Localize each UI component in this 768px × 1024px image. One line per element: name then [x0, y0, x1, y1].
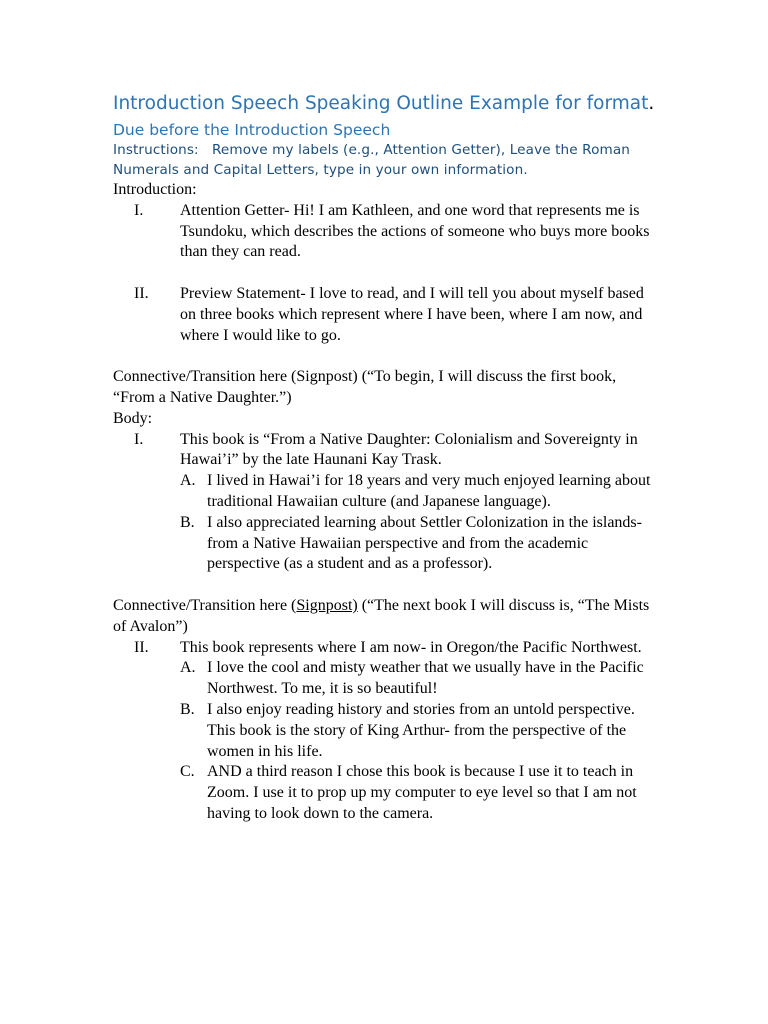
transition-2-post: (“The next book I will discuss is, “The Mists of Avalon”)	[113, 596, 650, 635]
intro-item	[113, 284, 658, 346]
blank-line	[113, 575, 658, 596]
roman-numeral: II.	[134, 638, 149, 656]
sub-point-letter: A.	[180, 659, 196, 677]
transition-2-pre: Connective/Transition here (	[113, 596, 297, 614]
body-point-1	[113, 430, 658, 472]
roman-numeral: I.	[134, 201, 144, 219]
sub-point-letter: B.	[180, 513, 195, 531]
transition-2-signpost: Signpost)	[296, 596, 358, 614]
blank-line	[113, 346, 658, 367]
sub-point-text: I also appreciated learning about Settler Colonization in the islands- from a Native Hawaiian perspective and from the academic perspective (as a student and as a professor).	[207, 513, 642, 573]
transition-2	[113, 596, 658, 638]
sub-point	[113, 471, 658, 513]
sub-point-letter: A.	[180, 472, 196, 490]
title-text: Introduction Speech Speaking Outline Example for format	[113, 93, 649, 114]
body-point-text: This book is “From a Native Daughter: Colonialism and Sovereignty in Hawai’i” by the late Haunani Kay Trask.	[180, 430, 638, 469]
sub-point-text: AND a third reason I chose this book is because I use it to teach in Zoom. I use it to prop up my computer to eye level so that I am not having to look down to the camera.	[207, 763, 637, 822]
body-heading: Body:	[113, 409, 153, 427]
sub-point-text: I love the cool and misty weather that we usually have in the Pacific Northwest. To me, it is so beautiful!	[207, 659, 644, 698]
sub-point	[113, 700, 658, 762]
sub-point-letter: C.	[180, 763, 195, 781]
sub-point	[113, 762, 658, 824]
outline-body	[113, 180, 658, 825]
sub-point-text: I also enjoy reading history and stories from an untold perspective. This book is the story of King Arthur- from the perspective of the women in his life.	[207, 700, 635, 760]
instructions-text: Remove my labels (e.g., Attention Getter), Leave the Roman Numerals and Capital Letters, type in your own information.	[113, 142, 630, 178]
roman-numeral: II.	[134, 284, 149, 302]
sub-point-text: I lived in Hawai’i for 18 years and very much enjoyed learning about traditional Hawaiian culture (and Japanese language).	[207, 472, 651, 510]
document-title	[113, 92, 658, 116]
instructions-label: Instructions:	[113, 142, 199, 158]
sub-point-letter: B.	[180, 700, 195, 718]
title-period: .	[648, 93, 655, 114]
intro-item	[113, 201, 658, 263]
document-subtitle: Due before the Introduction Speech	[113, 121, 391, 139]
roman-numeral: I.	[134, 430, 144, 448]
intro-item-text: Attention Getter- Hi! I am Kathleen, and one word that represents me is Tsundoku, which describes the actions of someone who buys more books than they can read.	[180, 201, 650, 261]
transition-1: Connective/Transition here (Signpost) (“To begin, I will discuss the first book, “From a Native Daughter.”)	[113, 368, 617, 406]
sub-point	[113, 513, 658, 575]
document-page	[113, 92, 658, 825]
intro-item-text: Preview Statement- I love to read, and I will tell you about myself based on three books which represent where I have been, where I am now, and where I would like to go.	[180, 284, 644, 344]
introduction-heading: Introduction:	[113, 181, 197, 198]
body-point-2	[113, 638, 658, 659]
blank-line	[113, 263, 658, 284]
sub-point	[113, 658, 658, 700]
body-point-text: This book represents where I am now- in Oregon/the Pacific Northwest.	[180, 638, 642, 656]
instructions	[113, 140, 658, 180]
